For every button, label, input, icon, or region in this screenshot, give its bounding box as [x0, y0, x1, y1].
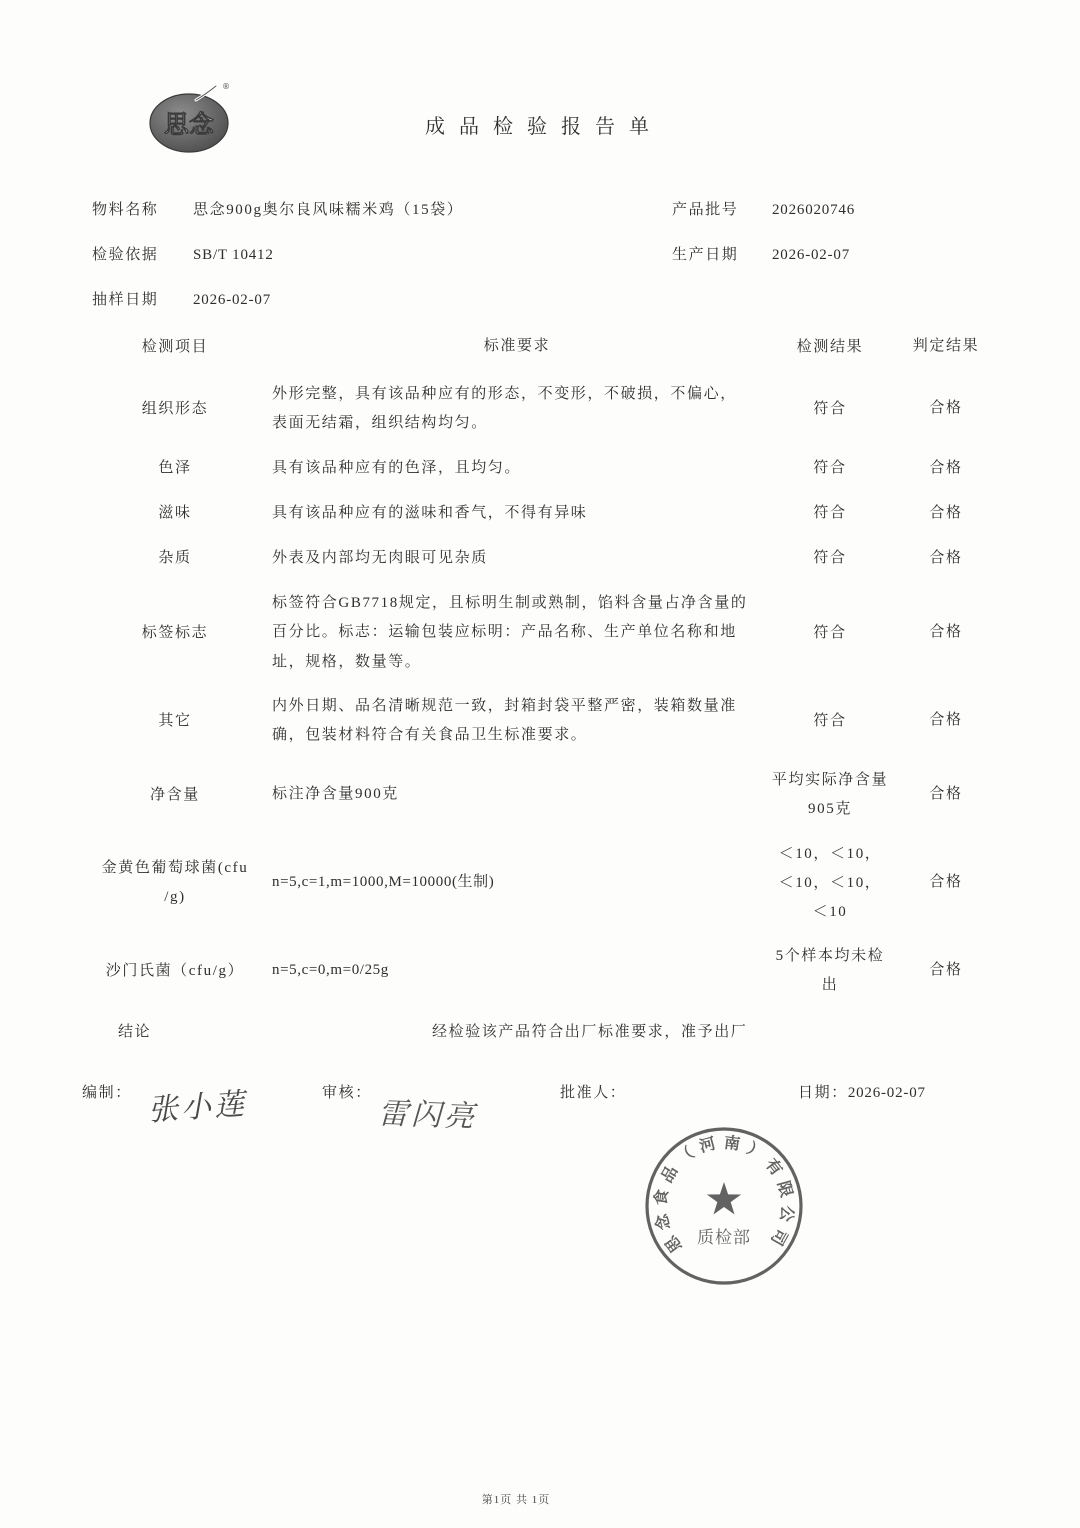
- basis-label: 检验依据: [92, 247, 159, 263]
- header-verdict: 判定结果: [912, 338, 980, 355]
- table-row: [0, 941, 1080, 1001]
- stamp-department-text: 质检部: [697, 1228, 751, 1248]
- row-verdict: 合格: [929, 504, 963, 521]
- row-result: 符合: [813, 400, 847, 417]
- row-verdict: 合格: [929, 962, 963, 979]
- report-date: [798, 1083, 926, 1103]
- stamp-star-icon: [707, 1182, 741, 1215]
- table-row: [0, 583, 1080, 683]
- row-verdict: 合格: [929, 624, 963, 641]
- row-item: 净含量: [150, 786, 200, 803]
- row-item: 滋味: [158, 505, 192, 521]
- row-verdict: 合格: [929, 459, 963, 476]
- row-item: 杂质: [158, 550, 192, 566]
- quality-department-stamp: [644, 1126, 804, 1286]
- brand-logo: [146, 80, 236, 156]
- row-verdict: 合格: [929, 549, 963, 566]
- row-verdict: 合格: [929, 874, 963, 891]
- table-row: [0, 536, 1080, 581]
- report-title: 成品检验报告单: [425, 116, 663, 138]
- row-item: 金黄色葡萄球菌(cfu: [101, 860, 249, 876]
- table-row: [0, 374, 1080, 444]
- row-result: 平均实际净含量: [771, 772, 889, 788]
- reviewed-by-signature: 雷闪亮: [377, 1096, 478, 1135]
- row-requirement-line: 外表及内部均无肉眼可见杂质: [272, 549, 488, 566]
- batch-no-label: 产品批号: [672, 202, 739, 218]
- sampling-date-value: 2026-02-07: [193, 292, 271, 308]
- table-row: [0, 838, 1080, 928]
- row-item: 其它: [158, 712, 192, 729]
- sampling-date-label: 抽样日期: [92, 292, 159, 308]
- registered-mark: ®: [222, 82, 230, 91]
- conclusion-label: 结论: [118, 1024, 152, 1040]
- row-item: 组织形态: [141, 400, 209, 417]
- row-requirement-line: 外形完整，具有该品种应有的形态，不变形，不破损，不偏心，: [272, 385, 737, 402]
- logo-text: 思念: [163, 110, 215, 139]
- row-result: ＜10: [812, 903, 848, 920]
- report-date-value: 2026-02-07: [847, 1085, 926, 1101]
- row-verdict: 合格: [929, 786, 963, 803]
- row-result: 符合: [813, 550, 847, 566]
- table-row: [0, 760, 1080, 830]
- material-name-label: 物料名称: [92, 202, 159, 218]
- row-verdict: 合格: [929, 400, 963, 417]
- reviewed-by-label: 审核：: [322, 1085, 372, 1101]
- material-name-value: 思念900g奥尔良风味糯米鸡（15袋）: [193, 202, 464, 218]
- stamp-company-arc: 思念食品（河南）有限公司: [650, 1132, 798, 1257]
- batch-no-value: 2026020746: [772, 202, 855, 218]
- conclusion-text: 经检验该产品符合出厂标准要求，准予出厂: [432, 1024, 748, 1040]
- compiled-by-signature: 张小莲: [146, 1086, 249, 1129]
- row-result: 905克: [808, 801, 852, 817]
- report-date-label: 日期：: [798, 1085, 848, 1101]
- header-result: 检测结果: [796, 338, 864, 355]
- row-requirement-line: 标签符合GB7718规定，且标明生制或熟制，馅料含量占净含量的: [272, 594, 748, 611]
- row-result: 符合: [813, 624, 847, 641]
- row-verdict: 合格: [929, 712, 963, 729]
- row-requirement-line: n=5,c=1,m=1000,M=10000(生制): [272, 874, 495, 891]
- production-date-label: 生产日期: [672, 247, 739, 263]
- page-number: 第1页 共 1页: [481, 1494, 551, 1506]
- row-item: 色泽: [158, 460, 192, 476]
- table-row: [0, 446, 1080, 491]
- production-date-value: 2026-02-07: [772, 247, 850, 263]
- row-result: ＜10，＜10，: [778, 845, 882, 862]
- row-result: 出: [821, 977, 839, 993]
- table-row: [0, 491, 1080, 536]
- row-result: 符合: [813, 460, 847, 476]
- row-result: ＜10，＜10，: [778, 874, 882, 891]
- basis-value: SB/T 10412: [193, 247, 274, 263]
- table-header-row: [0, 332, 1080, 362]
- row-item: 沙门氏菌（cfu/g）: [105, 962, 245, 979]
- row-requirement-line: 百分比。标志：运输包装应标明：产品名称、生产单位名称和地: [272, 624, 737, 641]
- row-result: 符合: [813, 712, 847, 729]
- row-requirement-line: 表面无结霜，组织结构均匀。: [272, 415, 488, 431]
- row-requirement-line: 确，包装材料符合有关食品卫生标准要求。: [272, 727, 588, 743]
- row-item: 标签标志: [141, 624, 209, 641]
- table-row: [0, 686, 1080, 756]
- row-requirement-line: 址，规格，数量等。: [272, 653, 422, 670]
- row-item: /g): [164, 889, 186, 905]
- row-result: 5个样本均未检: [775, 948, 885, 964]
- row-result: 符合: [813, 505, 847, 521]
- row-requirement-line: n=5,c=0,m=0/25g: [272, 962, 389, 979]
- approved-by-label: 批准人：: [560, 1085, 627, 1101]
- row-requirement-line: 具有该品种应有的滋味和香气，不得有异味: [272, 504, 588, 521]
- row-requirement-line: 内外日期、品名清晰规范一致，封箱封袋平整严密，装箱数量准: [272, 697, 737, 714]
- row-requirement-line: 标注净含量900克: [272, 786, 399, 803]
- compiled-by-label: 编制：: [82, 1085, 132, 1101]
- header-requirement: 标准要求: [483, 338, 551, 355]
- header-item: 检测项目: [141, 338, 209, 355]
- row-requirement-line: 具有该品种应有的色泽，且均匀。: [272, 459, 522, 476]
